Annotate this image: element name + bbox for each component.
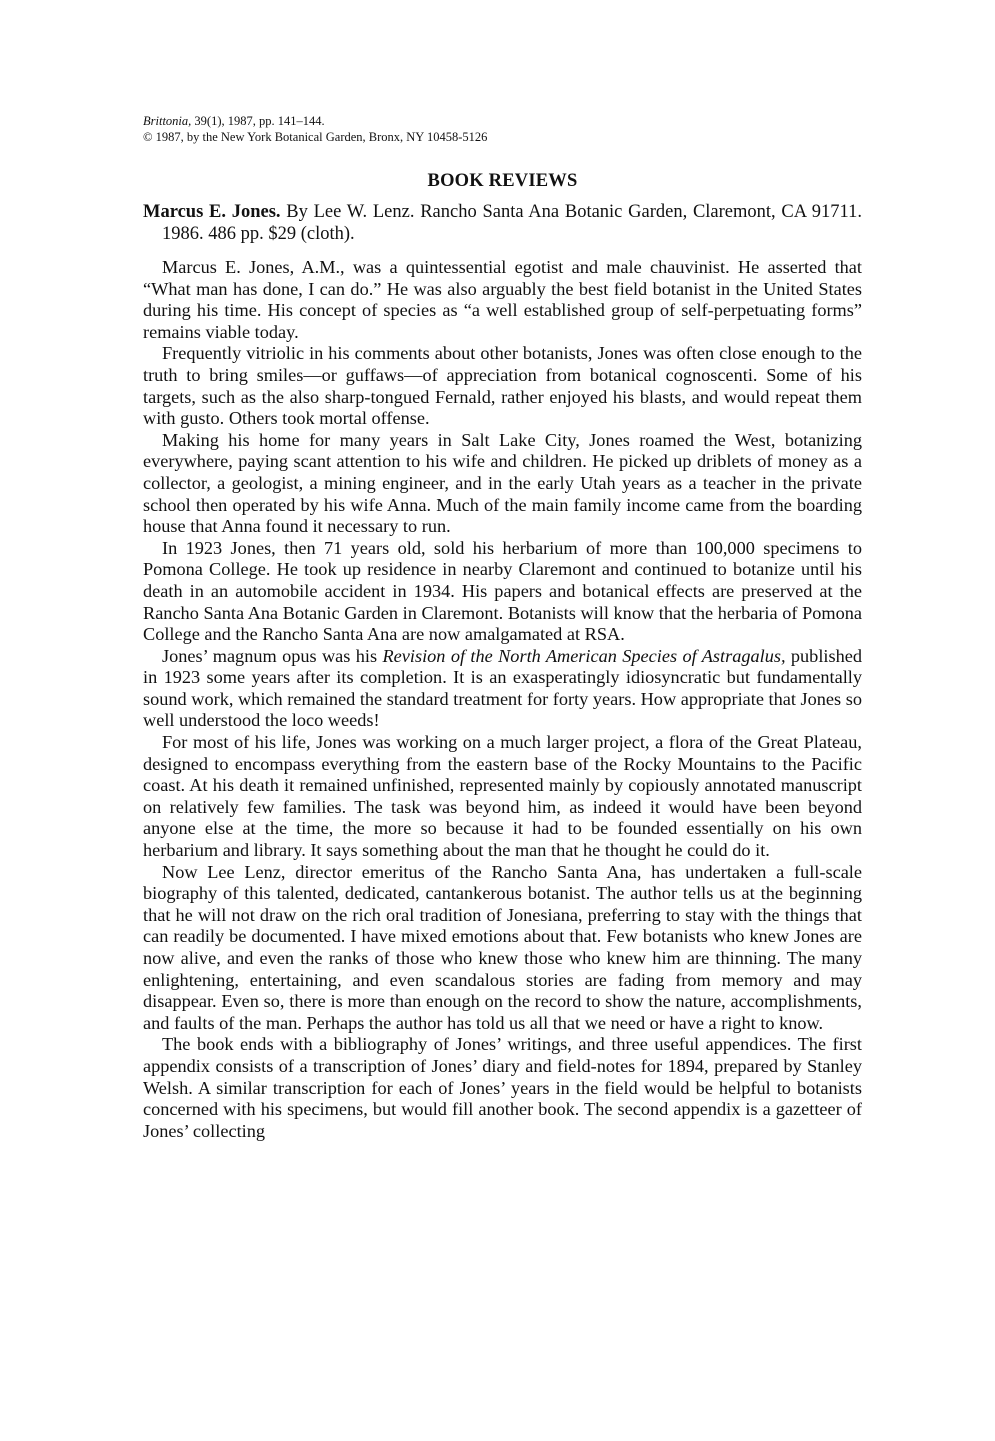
- paragraph-3: Making his home for many years in Salt Lake City, Jones roamed the West, botanizing everywhere, paying scant attention to his wife and children. He picked up driblets of money as a collector, a geologist, a mining engineer, and in the early Utah years as a teacher in the private school then operated by his wife Anna. Much of the main family income came from the boarding house that Anna found it necessary to run.: [143, 429, 862, 537]
- paragraph-4: In 1923 Jones, then 71 years old, sold his herbarium of more than 100,000 specimens to Pomona College. He took up residence in nearby Claremont and continued to botanize until his death in an automobile accident in 1934. His papers and botanical effects are preserved at the Rancho Santa Ana Botanic Garden in Claremont. Botanists will know that the herbaria of Pomona College and the Rancho Santa Ana are now amalgamated at RSA.: [143, 537, 862, 645]
- paragraph-7: Now Lee Lenz, director emeritus of the Rancho Santa Ana, has undertaken a full-scale biography of this talented, dedicated, cantankerous botanist. The author tells us at the beginning that he will not draw on the rich oral tradition of Jonesiana, preferring to stay with the things that can readily be documented. I have mixed emotions about that. Few botanists who knew Jones are now alive, and even the ranks of those who knew those who knew him are thinning. The many enlightening, entertaining, and even scandalous stories are fading from memory and may disappear. Even so, there is more than enough on the record to show the nature, accomplishments, and faults of the man. Perhaps the author has told us all that we need or have a right to know.: [143, 861, 862, 1033]
- paragraph-6: For most of his life, Jones was working on a much larger project, a flora of the Great Plateau, designed to encompass everything from the eastern base of the Rocky Mountains to the Pacific coast. At his death it remained unfinished, represented mainly by copiously annotated manuscript on relatively few families. The task was beyond him, as indeed it would have been beyond anyone else at the time, the more so because it had to be founded essentially on his own herbarium and library. It says something about the man that he thought he could do it.: [143, 732, 862, 861]
- copyright-line: © 1987, by the New York Botanical Garden, Bronx, NY 10458-5126: [143, 130, 488, 144]
- review-body: [143, 257, 862, 1142]
- paragraph-1: Marcus E. Jones, A.M., was a quintessential egotist and male chauvinist. He asserted that “What man has done, I can do.” He was also arguably the best field botanist in the United States during his time. His concept of species as “a well established group of self-perpetuating forms” remains viable today.: [143, 257, 862, 342]
- issue-pages: 39(1), 1987, pp. 141–144.: [191, 114, 325, 128]
- section-title: BOOK REVIEWS: [427, 171, 578, 191]
- citation-block: [143, 113, 862, 145]
- book-details: By Lee W. Lenz. Rancho Santa Ana Botanic Garden, Claremont, CA 91711. 1986. 486 pp. $29 (cloth).: [162, 202, 862, 244]
- paragraph-5-lead: Jones’ magnum opus was his: [162, 645, 383, 666]
- journal-name: Brittonia,: [143, 114, 192, 128]
- paragraph-2: Frequently vitriolic in his comments about other botanists, Jones was often close enough to the truth to bring smiles—or guffaws—of appreciation from botanical cognoscenti. Some of his targets, such as the also sharp-tongued Fernald, rather enjoyed his blasts, and would repeat them with gusto. Others took mortal offense.: [143, 343, 862, 429]
- review-heading: [143, 201, 862, 245]
- journal-page: [143, 113, 862, 1142]
- book-title: Marcus E. Jones.: [143, 202, 281, 222]
- paragraph-5-rest: published in 1923 some years after its completion. It is an exasperatingly idiosyncratic but fundamentally sound work, which remained the standard treatment for forty years. How appropriate that Jones so well understood the loco weeds!: [143, 645, 862, 731]
- paragraph-8: The book ends with a bibliography of Jones’ writings, and three useful appendices. The first appendix consists of a transcription of Jones’ diary and field-notes for 1894, prepared by Stanley Welsh. A similar transcription for each of Jones’ years in the field would be helpful to botanists concerned with his specimens, but would fill another book. The second appendix is a gazetteer of Jones’ collecting: [143, 1034, 862, 1141]
- cited-work-title: Revision of the North American Species of Astragalus,: [382, 645, 786, 666]
- citation-line: [143, 113, 862, 129]
- paragraph-5: [143, 646, 862, 732]
